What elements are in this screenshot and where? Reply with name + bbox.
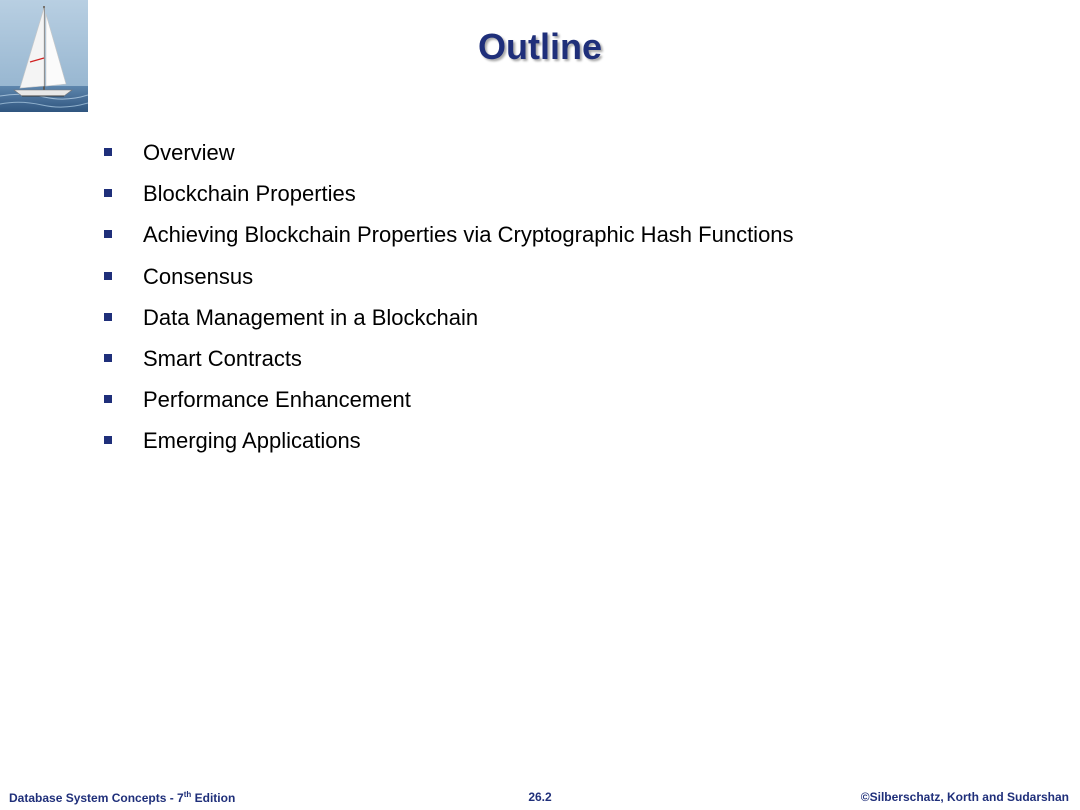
bullet-item <box>104 383 794 424</box>
bullet-item <box>104 260 794 301</box>
bullet-item <box>104 301 794 342</box>
bullet-text: Performance Enhancement <box>143 387 411 413</box>
bullet-text: Emerging Applications <box>143 428 361 454</box>
footer-book-suffix: Edition <box>191 791 236 805</box>
square-bullet-icon <box>104 189 112 197</box>
square-bullet-icon <box>104 354 112 362</box>
bullet-item <box>104 218 794 259</box>
square-bullet-icon <box>104 272 112 280</box>
square-bullet-icon <box>104 395 112 403</box>
bullet-text: Blockchain Properties <box>143 181 356 207</box>
square-bullet-icon <box>104 436 112 444</box>
bullet-text: Overview <box>143 140 235 165</box>
bullet-item <box>104 177 794 218</box>
square-bullet-icon <box>104 148 112 156</box>
footer-page-number: 26.2 <box>528 790 552 804</box>
footer-book-prefix: Database System Concepts - 7 <box>9 791 184 805</box>
bullet-item <box>104 424 794 465</box>
bullet-item <box>104 136 794 177</box>
bullet-text: Consensus <box>143 263 254 289</box>
footer-copyright: ©Silberschatz, Korth and Sudarshan <box>860 790 1069 804</box>
footer-book-superscript: th <box>183 790 192 799</box>
square-bullet-icon <box>104 230 112 238</box>
bullet-text: Data Management in a Blockchain <box>143 304 479 330</box>
bullet-text: Smart Contracts <box>143 345 302 371</box>
slide-title: Outline <box>478 26 602 67</box>
bullet-item <box>104 342 794 383</box>
bullet-text: Achieving Blockchain Properties via Cryptographic Hash Functions <box>143 222 794 248</box>
square-bullet-icon <box>104 313 112 321</box>
bullet-list <box>104 136 794 466</box>
